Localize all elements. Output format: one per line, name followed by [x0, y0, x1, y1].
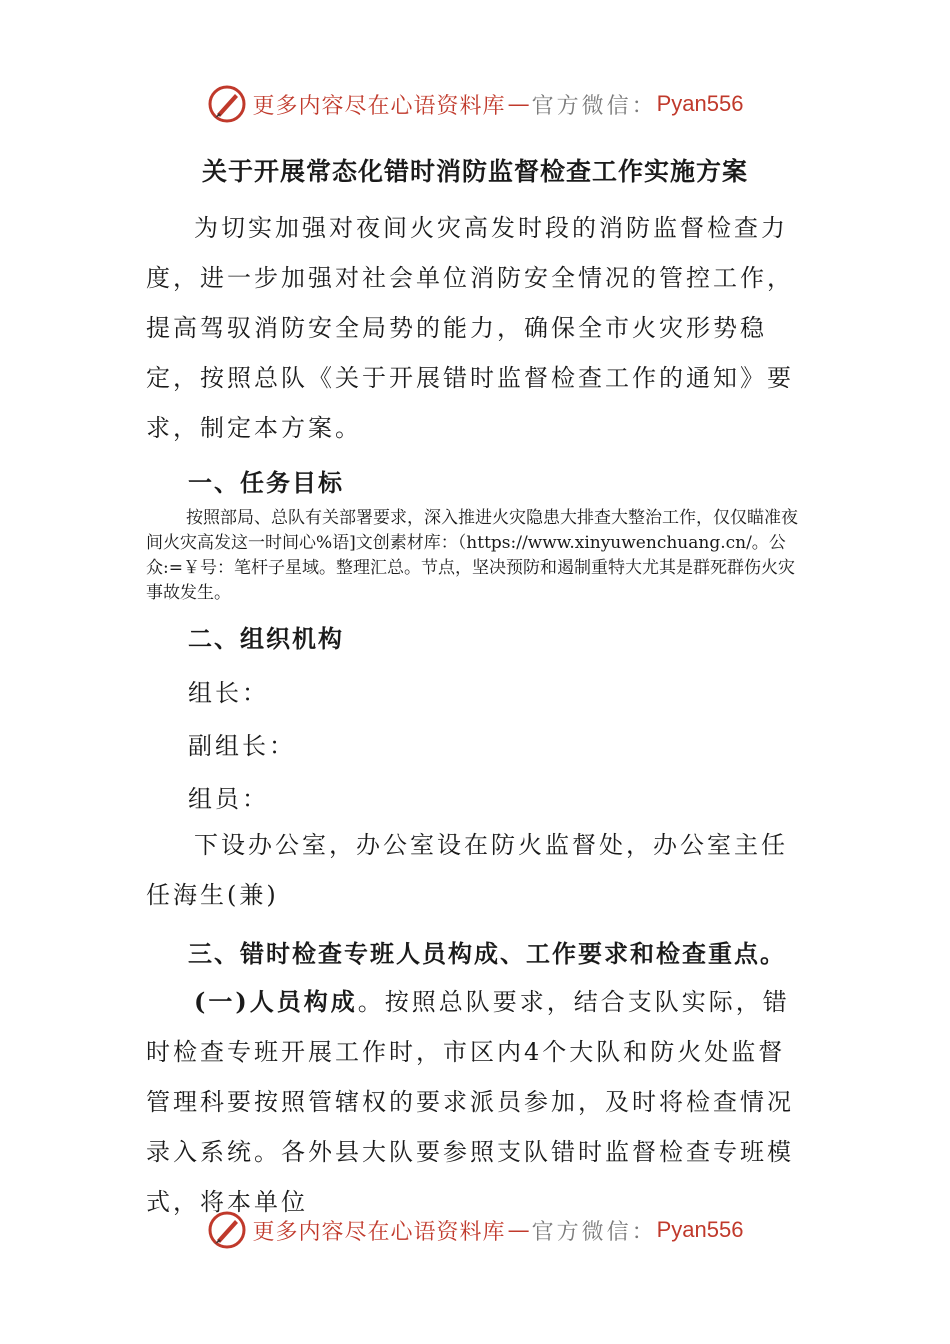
banner-dash: —	[507, 1217, 530, 1243]
document-title: 关于开展常态化错时消防监督检查工作实施方案	[201, 157, 748, 186]
banner-wechat-id: Pyan556	[656, 1217, 744, 1242]
footer-banner	[0, 1208, 950, 1252]
section3-heading: 三、错时检查专班人员构成、工作要求和检查重点。	[188, 939, 786, 968]
banner-text: 更多内容尽在心语资料库	[252, 1219, 506, 1245]
sub1-text: 。按照总队要求，结合支队实际，错时检查专班开展工作时，市区内4个大队和防火处监督管理科要按照管辖权的要求派员参加，及时将检查情况录入系统。各外县大队要参照支队错时监督检查专班模式，将本单位	[146, 988, 794, 1216]
banner-wechat-label: 官方微信：	[531, 93, 657, 119]
office-paragraph: 下设办公室，办公室设在防火监督处，办公室主任任海生(兼)	[146, 831, 788, 909]
pen-logo-icon	[207, 84, 247, 124]
leader-line: 组长：	[188, 679, 269, 707]
sub1-label: (一)人员构成	[194, 987, 358, 1016]
deputy-line: 副组长：	[188, 732, 296, 760]
banner-wechat-label: 官方微信：	[531, 1219, 657, 1245]
section1-body: 按照部局、总队有关部署要求，深入推进火灾隐患大排查大整治工作，仅仅瞄准夜间火灾高发这一时间心%语]文创素材库：（https://www.xinyuwenchuang.cn/。公众:=￥号：笔杆子星域。整理汇总。节点，坚决预防和遏制重特大尤其是群死群伤火灾事故发生。	[146, 508, 798, 603]
pen-logo-icon	[207, 1210, 247, 1250]
section1-heading: 一、任务目标	[188, 468, 344, 497]
members-line: 组员：	[188, 785, 269, 813]
banner-text: 更多内容尽在心语资料库	[252, 93, 506, 119]
intro-paragraph: 为切实加强对夜间火灾高发时段的消防监督检查力度，进一步加强对社会单位消防安全情况的管控工作，提高驾驭消防安全局势的能力，确保全市火灾形势稳定，按照总队《关于开展错时监督检查工作的通知》要求，制定本方案。	[146, 214, 794, 442]
section2-heading: 二、组织机构	[188, 624, 344, 653]
banner-wechat-id: Pyan556	[656, 91, 744, 116]
header-banner	[0, 82, 950, 126]
sub1-paragraph	[146, 977, 810, 1227]
banner-dash: —	[507, 91, 530, 117]
